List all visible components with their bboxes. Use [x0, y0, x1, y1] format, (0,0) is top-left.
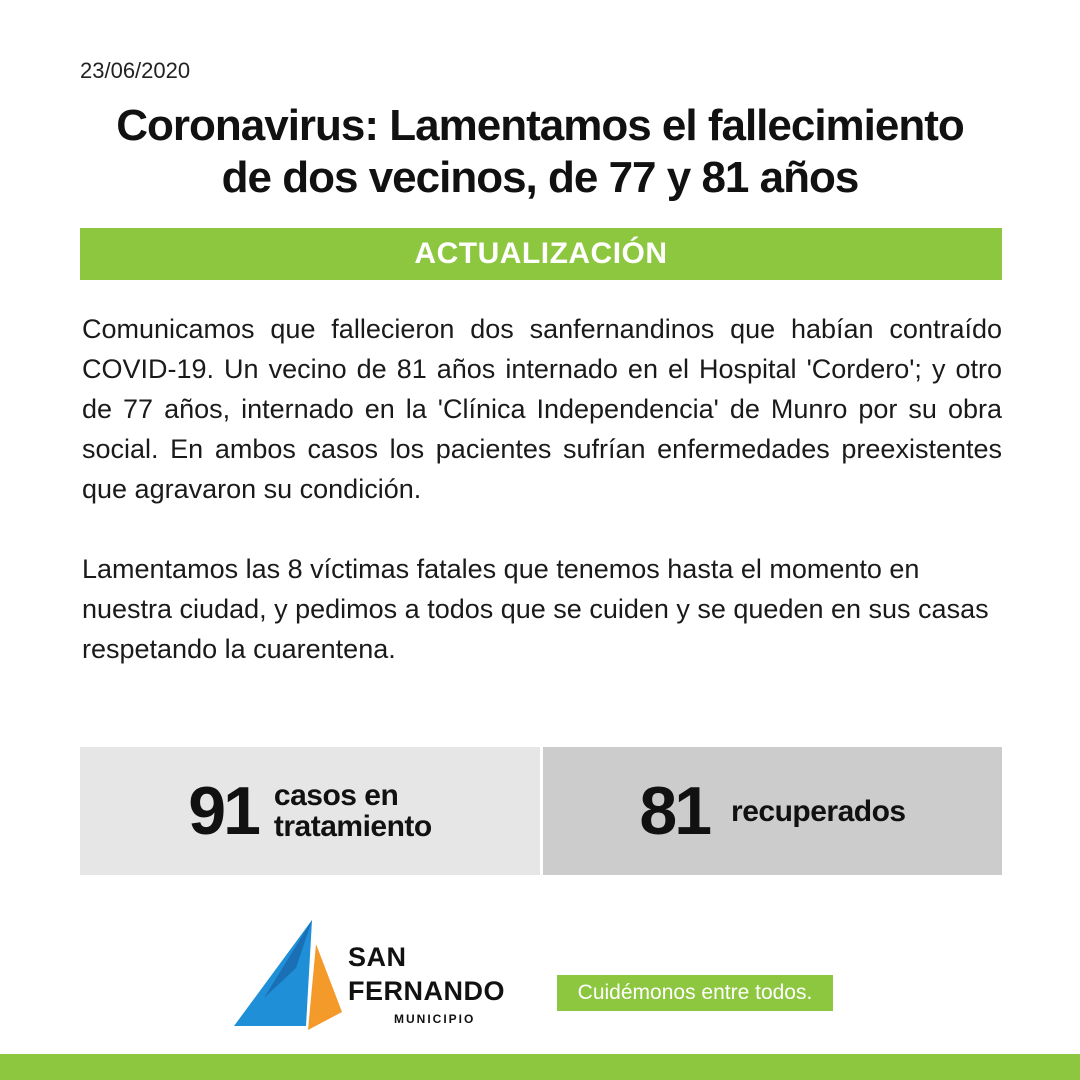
stats-panel: [80, 747, 1002, 875]
sailboat-icon: [234, 918, 344, 1030]
logo-text-municipio: MUNICIPIO: [394, 1012, 476, 1026]
logo-text-san: SAN: [348, 942, 407, 972]
slogan-badge: Cuidémonos entre todos.: [557, 975, 833, 1011]
update-banner: ACTUALIZACIÓN: [80, 228, 1002, 280]
body-paragraph-2: Lamentamos las 8 víctimas fatales que tenemos hasta el momento en nuestra ciudad, y pedimos a todos que se cuiden y se queden en sus casas respetando la cuarentena.: [82, 554, 989, 664]
stat-recovered: [543, 747, 1002, 875]
stat-treatment-label: [274, 780, 432, 842]
stat-recovered-label: recuperados: [731, 794, 906, 828]
stat-treatment-label-line-1: casos en: [273, 779, 399, 812]
headline-line-2: de dos vecinos, de 77 y 81 años: [221, 153, 859, 202]
logo-text-fernando: FERNANDO: [348, 976, 505, 1006]
headline-line-1: Coronavirus: Lamentamos el fallecimiento: [116, 101, 964, 150]
bottom-accent-bar: [0, 1054, 1080, 1080]
municipality-logo: [234, 918, 524, 1030]
stat-recovered-value: 81: [639, 773, 710, 849]
stat-treatment-label-line-2: tratamiento: [273, 810, 432, 843]
stat-treatment: [80, 747, 540, 875]
stat-treatment-value: 91: [188, 773, 258, 849]
body-paragraph-1: Comunicamos que fallecieron dos sanfernandinos que habían contraído COVID-19. Un vecino de 81 años internado en el Hospital 'Cordero'; y otro de 77 años, internado en la 'Clínica Independencia' de Munro por su obra social. En ambos casos los pacientes sufrían enfermedades preexistentes que agravaron su condición.: [82, 314, 1002, 504]
headline: [60, 100, 1020, 204]
post-date: 23/06/2020: [80, 58, 191, 83]
